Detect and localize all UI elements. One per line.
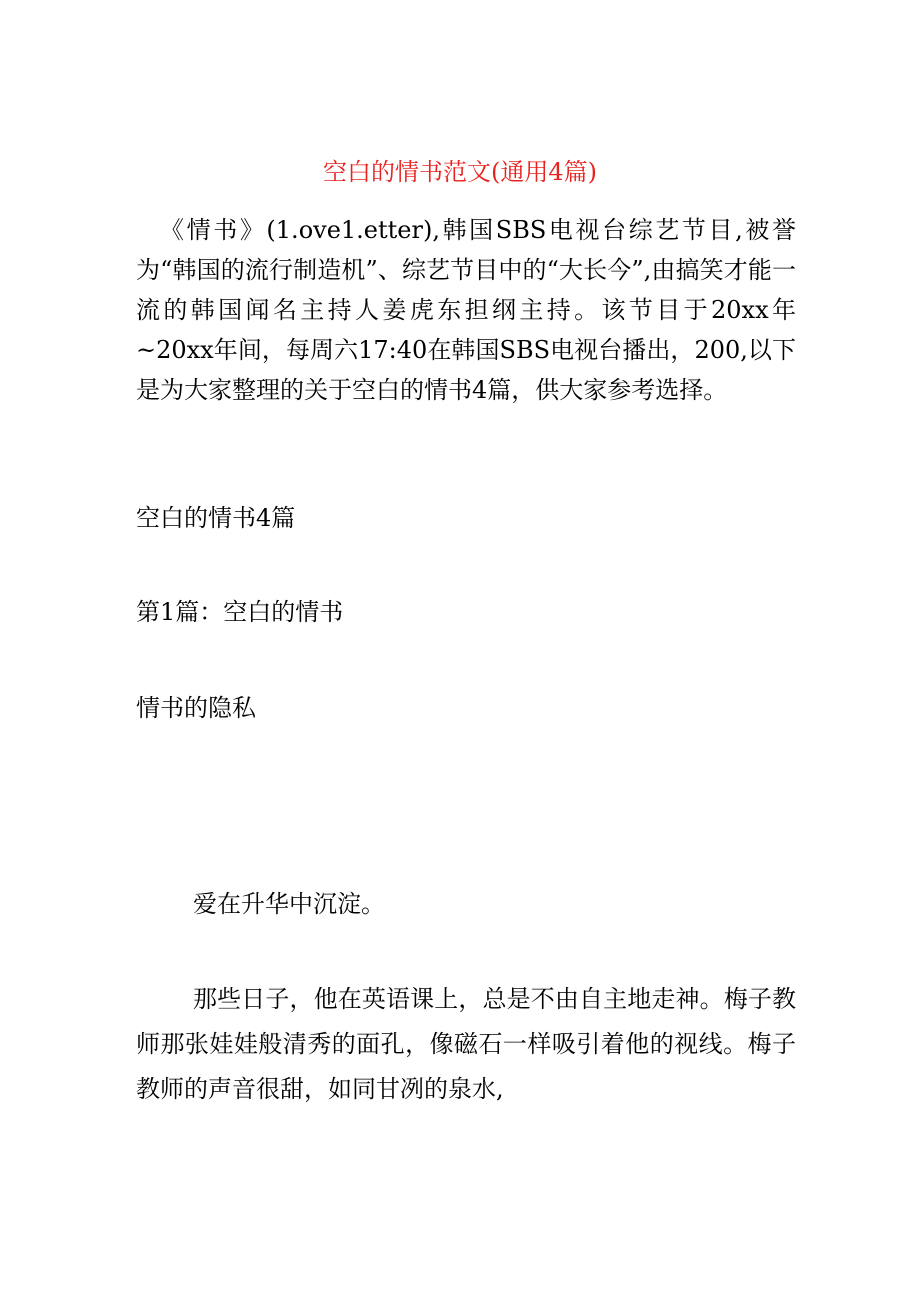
intro-paragraph [136, 210, 796, 410]
part-heading: 第1篇：空白的情书 [136, 598, 344, 626]
article-subheading: 情书的隐私 [136, 694, 256, 722]
document-title: 空白的情书范文(通用4篇) [323, 158, 597, 186]
collection-heading: 空白的情书4篇 [136, 504, 296, 532]
body-paragraph [136, 882, 796, 927]
intro-text: 《情书》(1.ove1.etter),韩国SBS电视台综艺节目,被誉为“韩国的流行制造机”、综艺节目中的“大长今”,由搞笑才能一流的韩国闻名主持人姜虎东担纲主持。该节目于20xx年~20xx年间，每周六17:40在韩国SBS电视台播出，200,以下是为大家整理的关于空白的情书4篇，供大家参考选择。 [136, 216, 796, 404]
body-paragraph-text: 爱在升华中沉淀。 [193, 890, 385, 918]
body-paragraph-text: 那些日子，他在英语课上，总是不由自主地走神。梅子教师那张娃娃般清秀的面孔，像磁石一样吸引着他的视线。梅子教师的声音很甜，如同甘冽的泉水, [136, 985, 796, 1103]
body-paragraph [136, 977, 796, 1112]
